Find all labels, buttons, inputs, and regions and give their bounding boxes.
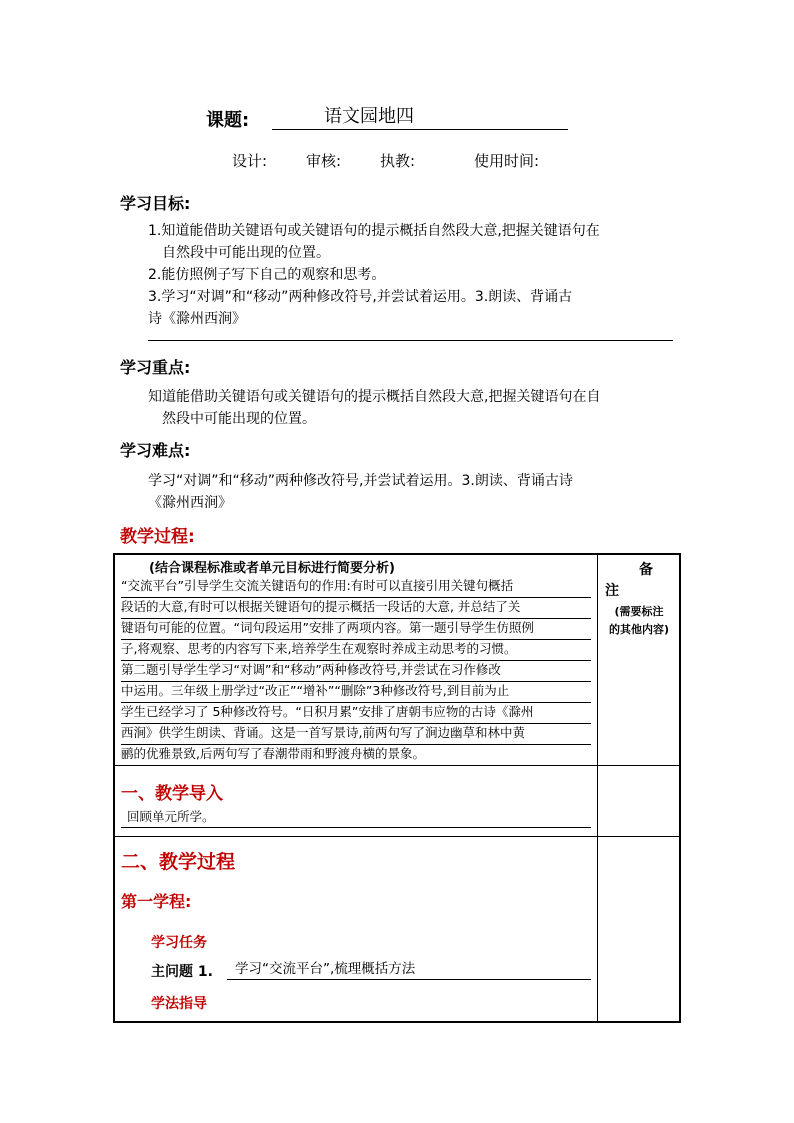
meta-teach: 执教: bbox=[380, 152, 416, 170]
first-stage-heading: 第一学程: bbox=[121, 892, 192, 911]
notes-sub-2: 的其他内容) bbox=[608, 623, 670, 636]
intro-heading: 一、教学导入 bbox=[121, 784, 223, 804]
keypoints-line: 知道能借助关键语句或关键语句的提示概括自然段大意,把握关键语句在自 bbox=[148, 389, 601, 405]
difficulties-line: 学习“对调”和“移动”两种修改符号,并尝试着运用。3.朗读、背诵古诗 bbox=[148, 473, 573, 489]
row-divider bbox=[115, 765, 679, 766]
analysis-line: 子,将观察、思考的内容写下来,培养学生在观察时养成主动思考的习惯。 bbox=[121, 639, 591, 661]
notes-heading-2: 注 bbox=[605, 583, 619, 599]
keypoints-line: 然段中可能出现的位置。 bbox=[162, 411, 316, 427]
analysis-line: 学生已经学习了 5种修改符号。“日积月累”安排了唐朝韦应物的古诗《滁州 bbox=[121, 702, 591, 724]
objectives-rule bbox=[148, 340, 673, 341]
objective-line: 3.学习“对调”和“移动”两种修改符号,并尝试着运用。3.朗读、背诵古 bbox=[148, 289, 573, 305]
objective-line: 诗《滁州西涧》 bbox=[148, 311, 246, 327]
analysis-heading: (结合课程标准或者单元目标进行简要分析) bbox=[149, 561, 395, 576]
analysis-line: 西涧》供学生朗读、背诵。这是一首写景诗,前两句写了涧边幽草和林中黄 bbox=[121, 723, 591, 745]
keypoints-heading: 学习重点: bbox=[120, 358, 191, 377]
title-label: 课题: bbox=[206, 110, 250, 131]
meta-time: 使用时间: bbox=[474, 152, 540, 170]
meta-review: 审核: bbox=[306, 152, 342, 170]
objective-line: 2.能仿照例子写下自己的观察和思考。 bbox=[148, 267, 386, 283]
method-label: 学法指导 bbox=[151, 996, 207, 1012]
lesson-table bbox=[113, 553, 681, 1023]
analysis-line: 中运用。三年级上册学过“改正”“增补”“删除”3种修改符号,到目前为止 bbox=[121, 681, 591, 703]
main-question-text: 学习“交流平台”,梳理概括方法 bbox=[227, 959, 591, 980]
analysis-line: 键语句可能的位置。“词句段运用”安排了两项内容。第一题引导学生仿照例 bbox=[121, 618, 591, 640]
objective-line: 自然段中可能出现的位置。 bbox=[162, 245, 330, 261]
main-question-label: 主问题 1. bbox=[151, 964, 213, 980]
analysis-line: 段话的大意,有时可以根据关键语句的提示概括一段话的大意, 并总结了关 bbox=[121, 597, 591, 619]
row-divider bbox=[115, 836, 679, 837]
difficulties-line: 《滁州西涧》 bbox=[148, 495, 232, 511]
task-label: 学习任务 bbox=[151, 935, 207, 951]
analysis-line: 第二题引导学生学习“对调”和“移动”两种修改符号,并尝试在习作修改 bbox=[121, 660, 591, 682]
title-value: 语文园地四 bbox=[272, 106, 568, 130]
notes-heading-1: 备 bbox=[639, 562, 653, 578]
intro-text: 回顾单元所学。 bbox=[121, 807, 591, 828]
notes-sub-1: (需要标注 bbox=[614, 605, 664, 618]
objectives-heading: 学习目标: bbox=[120, 194, 191, 213]
analysis-line: 鹂的优雅景致,后两句写了春潮带雨和野渡舟横的景象。 bbox=[121, 746, 425, 761]
analysis-line: “交流平台”引导学生交流关键语句的作用:有时可以直接引用关键句概括 bbox=[121, 576, 591, 598]
process-section-heading: 二、教学过程 bbox=[121, 851, 236, 873]
difficulties-heading: 学习难点: bbox=[120, 441, 191, 460]
process-heading: 教学过程: bbox=[120, 527, 195, 547]
objective-line: 1.知道能借助关键语句或关键语句的提示概括自然段大意,把握关键语句在 bbox=[148, 223, 600, 239]
meta-design: 设计: bbox=[232, 152, 268, 170]
